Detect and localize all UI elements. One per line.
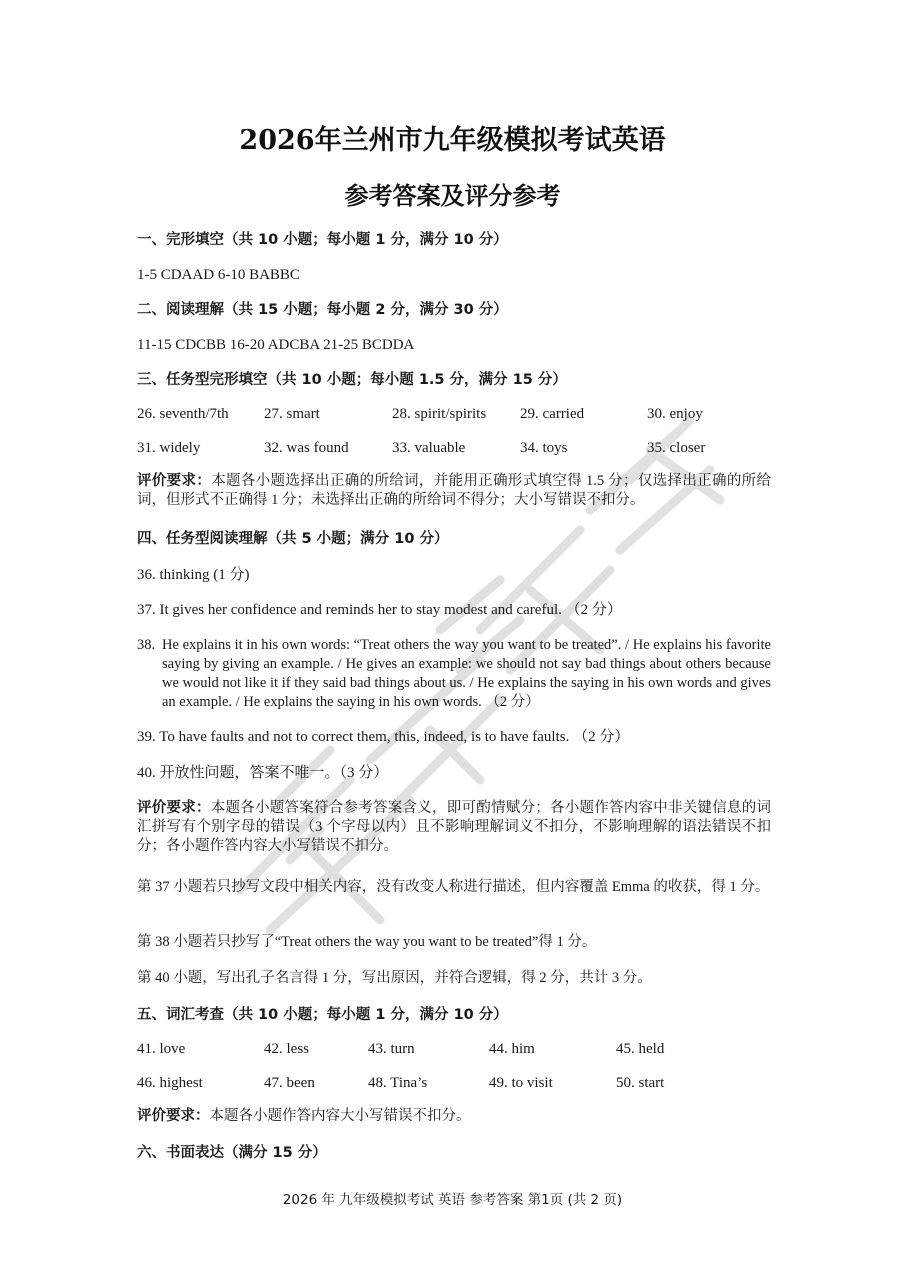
page-subtitle: 参考答案及评分参考: [344, 181, 561, 210]
answer-47: 47. been: [264, 1075, 315, 1091]
answer-38: [137, 636, 771, 712]
note-label: 评价要求：: [137, 473, 212, 489]
answer-35: 35. closer: [647, 440, 706, 456]
section-3-heading: 三、任务型完形填空（共 10 小题；每小题 1.5 分，满分 15 分）: [137, 372, 567, 388]
section-3-note: [137, 472, 771, 510]
answer-46: 46. highest: [137, 1075, 203, 1091]
page-title: 2026年兰州市九年级模拟考试英语: [239, 125, 666, 156]
note-label: 评价要求：: [137, 800, 211, 816]
answer-39: 39. To have faults and not to correct them, this, indeed, is to have faults. （2 分）: [137, 729, 630, 745]
note-text: 本题各小题选择出正确的所给词，并能用正确形式填空得 1.5 分；仅选择出正确的所给词，但形式不正确得 1 分；未选择出正确的所给词不得分；大小写错误不扣分。: [137, 473, 772, 508]
section-2-answers: 11-15 CDCBB 16-20 ADCBA 21-25 BCDDA: [137, 337, 415, 353]
answer-40: 40. 开放性问题，答案不唯一。（3 分）: [137, 765, 389, 781]
answer-41: 41. love: [137, 1041, 186, 1057]
answer-42: 42. less: [264, 1041, 309, 1057]
section-6-heading: 六、书面表达（满分 15 分）: [137, 1145, 327, 1161]
note-label: 评价要求：: [137, 1108, 210, 1124]
section-1-answers: 1-5 CDAAD 6-10 BABBC: [137, 267, 300, 283]
answer-45: 45. held: [616, 1041, 665, 1057]
note-question-40: 第 40 小题，写出孔子名言得 1 分，写出原因，并符合逻辑，得 2 分，共计 3 分。: [137, 970, 652, 986]
section-4-heading: 四、任务型阅读理解（共 5 小题；满分 10 分）: [137, 531, 449, 547]
answer-50: 50. start: [616, 1075, 665, 1091]
answer-26: 26. seventh/7th: [137, 406, 229, 422]
answer-32: 32. was found: [264, 440, 349, 456]
section-4-note: [137, 799, 771, 856]
answer-34: 34. toys: [520, 440, 568, 456]
note-question-38: 第 38 小题若只抄写了“Treat others the way you want to be treated”得 1 分。: [137, 934, 597, 950]
note-text: 本题各小题答案符合参考答案含义，即可酌情赋分；各小题作答内容中非关键信息的词汇拼写有个别字母的错误（3 个字母以内）且不影响理解词义不扣分，不影响理解的语法错误不扣分；各小题作答内容大小写错误不扣分。: [137, 800, 771, 854]
answer-43: 43. turn: [368, 1041, 415, 1057]
answer-37: 37. It gives her confidence and reminds her to stay modest and careful. （2 分）: [137, 602, 622, 618]
page-footer: 2026 年 九年级模拟考试 英语 参考答案 第1页 (共 2 页): [282, 1192, 623, 1208]
answer-44: 44. him: [489, 1041, 535, 1057]
answer-33: 33. valuable: [392, 440, 466, 456]
answer-29: 29. carried: [520, 406, 585, 422]
answer-36: 36. thinking (1 分): [137, 567, 250, 583]
answer-49: 49. to visit: [489, 1075, 553, 1091]
answer-31: 31. widely: [137, 440, 201, 456]
answer-48: 48. Tina’s: [368, 1075, 428, 1091]
answer-38-text: He explains it in his own words: “Treat others the way you want to be treated”. / He explains his favorite saying by giving an example. / He gives an example: we should not say bad things about others because we would not like it if they said bad things about us. / He explains the saying in his own words and gives an example. / He explains the saying in his own words. （2 分）: [162, 637, 771, 710]
note-text: 本题各小题作答内容大小写错误不扣分。: [209, 1108, 471, 1124]
section-5-heading: 五、词汇考查（共 10 小题；每小题 1 分，满分 10 分）: [137, 1007, 508, 1023]
answer-28: 28. spirit/spirits: [392, 406, 487, 422]
answer-27: 27. smart: [264, 406, 320, 422]
answer-30: 30. enjoy: [647, 406, 703, 422]
section-2-heading: 二、阅读理解（共 15 小题；每小题 2 分，满分 30 分）: [137, 302, 508, 318]
section-1-heading: 一、完形填空（共 10 小题；每小题 1 分，满分 10 分）: [137, 232, 508, 248]
section-5-note: [137, 1107, 771, 1126]
answer-38-number: 38.: [137, 637, 156, 653]
note-question-37: 第 37 小题若只抄写文段中相关内容，没有改变人称进行描述，但内容覆盖 Emma 的收获，得 1 分。: [137, 879, 770, 895]
